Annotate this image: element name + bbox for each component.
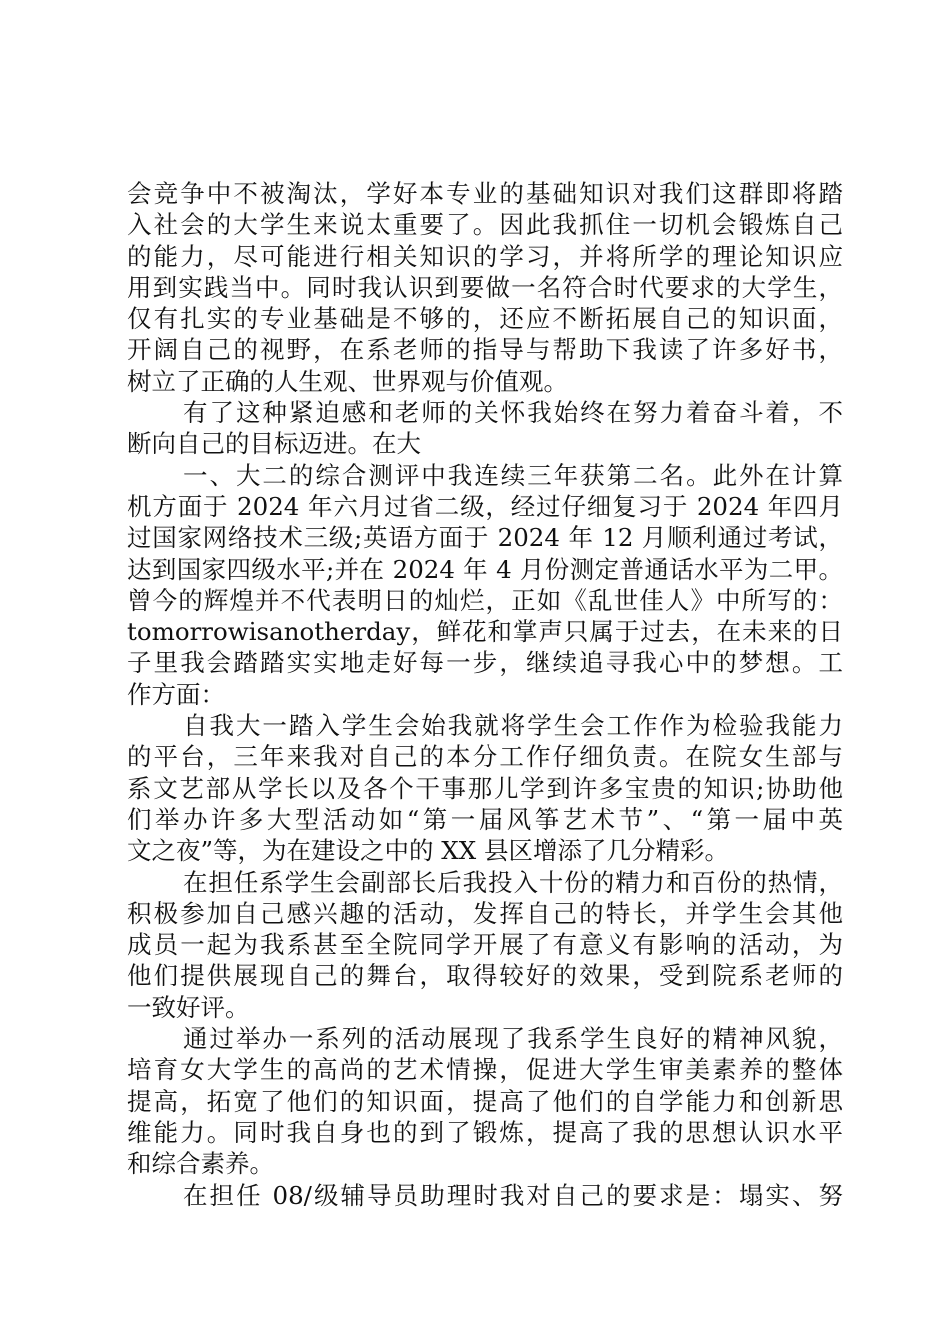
text-line: 们举办许多大型活动如“第一届风筝艺术节”、“第一届中英 [127,804,843,834]
paragraph-first-line: 一、大二的综合测评中我连续三年获第二名。此外在计算 [183,460,843,490]
text-line: 培育女大学生的高尚的艺术情操，促进大学生审美素养的整体 [127,1055,843,1085]
text-line: 积极参加自己感兴趣的活动，发挥自己的特长，并学生会其他 [127,898,843,928]
text-line: 的能力，尽可能进行相关知识的学习，并将所学的理论知识应 [127,241,843,271]
text-line: 文之夜”等，为在建设之中的 XX 县区增添了几分精彩。 [127,836,729,866]
text-line: 机方面于 2024 年六月过省二级，经过仔细复习于 2024 年四月 [127,491,843,521]
text-line: 曾今的辉煌并不代表明日的灿烂，正如《乱世佳人》中所写的： [127,585,843,615]
text-line: 的平台，三年来我对自己的本分工作仔细负责。在院女生部与 [127,742,843,772]
paragraph-first-line: 自我大一踏入学生会始我就将学生会工作作为检验我能力 [183,711,843,741]
text-line: 成员一起为我系甚至全院同学开展了有意义有影响的活动，为 [127,930,843,960]
text-line: 作方面： [127,679,225,709]
text-line: 提高，拓宽了他们的知识面，提高了他们的自学能力和创新思 [127,1086,843,1116]
text-line: 他们提供展现自己的舞台，取得较好的效果，受到院系老师的 [127,961,843,991]
paragraph-first-line: 在担任系学生会副部长后我投入十份的精力和百份的热情， [183,867,843,897]
text-line: 断向自己的目标迈进。在大 [127,429,421,459]
text-line: 开阔自己的视野，在系老师的指导与帮助下我读了许多好书， [127,335,843,365]
text-line: 用到实践当中。同时我认识到要做一名符合时代要求的大学生， [127,272,843,302]
text-line: 过国家网络技术三级;英语方面于 2024 年 12 月顺利通过考试， [127,523,843,553]
text-line: 一致好评。 [127,992,250,1022]
body-text [127,178,843,1211]
paragraph-first-line: 通过举办一系列的活动展现了我系学生良好的精神风貌， [183,1024,843,1054]
text-line: 维能力。同时我自身也的到了锻炼，提高了我的思想认识水平 [127,1117,843,1147]
text-line: tomorrowisanotherday，鲜花和掌声只属于过去，在未来的日 [127,617,843,647]
text-line: 会竞争中不被淘汰，学好本专业的基础知识对我们这群即将踏 [127,179,843,208]
text-line: 树立了正确的人生观、世界观与价值观。 [127,366,568,396]
text-line: 系文艺部从学长以及各个干事那儿学到许多宝贵的知识;协助他 [127,773,843,803]
text-line: 和综合素养。 [127,1149,274,1179]
text-line: 入社会的大学生来说太重要了。因此我抓住一切机会锻炼自己 [127,210,843,240]
text-line: 达到国家四级水平;并在 2024 年 4 月份测定普通话水平为二甲。 [127,554,843,584]
paragraph-first-line: 有了这种紧迫感和老师的关怀我始终在努力着奋斗着，不 [183,398,843,428]
paragraph-first-line: 在担任 08/级辅导员助理时我对自己的要求是：塌实、努 [183,1180,843,1210]
text-line: 子里我会踏踏实实地走好每一步，继续追寻我心中的梦想。工 [127,648,843,678]
text-line: 仅有扎实的专业基础是不够的，还应不断拓展自己的知识面， [127,304,843,334]
